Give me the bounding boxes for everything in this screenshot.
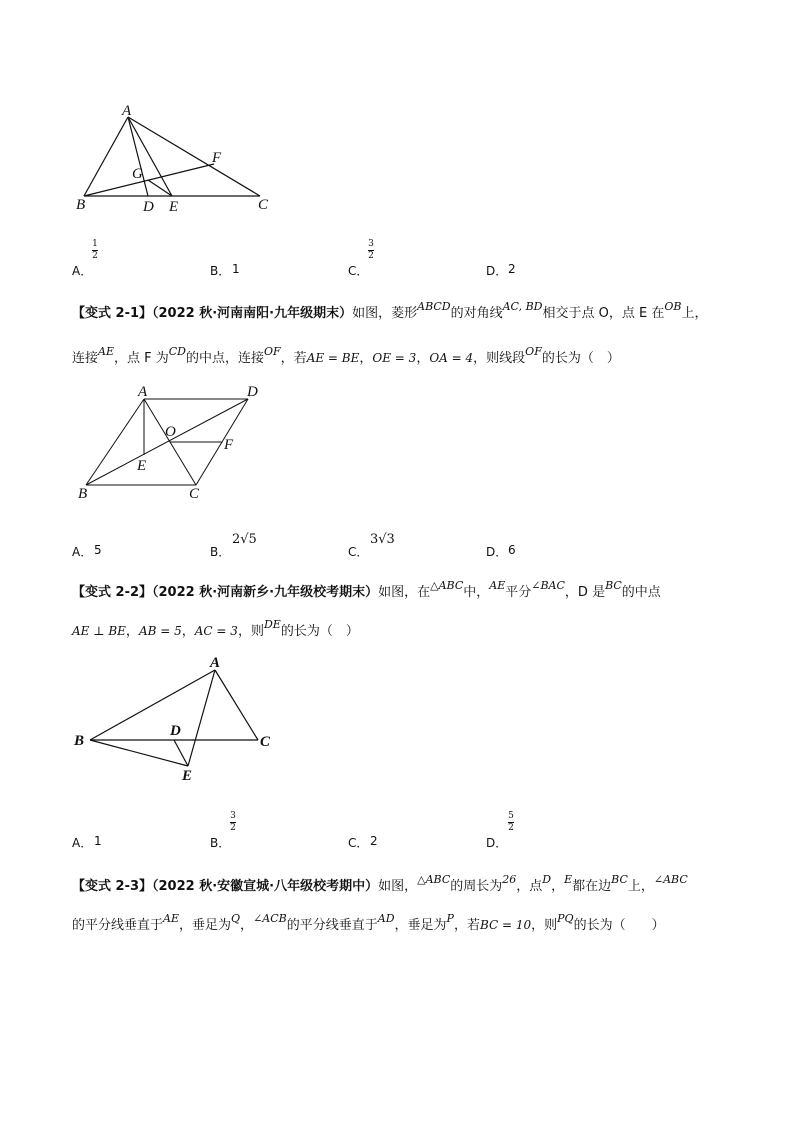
q1-option-c-den: 2 xyxy=(368,251,374,261)
figure-1 xyxy=(70,100,290,215)
q2-option-c-value: 3√3 xyxy=(370,532,395,547)
q4-line-1 xyxy=(72,873,732,898)
q4-math: △ABC xyxy=(417,873,451,886)
q3-text: ，D 是 xyxy=(564,585,606,600)
q1-option-b-value: 1 xyxy=(232,262,240,276)
q4-text: 都在边 xyxy=(572,879,612,894)
q2-text: 如图，菱形 xyxy=(352,306,418,321)
q2-text: 相交于点 O，点 E 在 xyxy=(542,306,665,321)
fig2-label-a: A xyxy=(138,384,148,400)
q4-math: PQ xyxy=(557,912,574,925)
q2-text: ， xyxy=(416,351,430,366)
fig2-label-f: F xyxy=(224,437,234,453)
q4-question xyxy=(72,873,732,937)
q3-math: AE xyxy=(489,579,506,592)
q3-math: BC xyxy=(605,579,622,592)
fig3-label-d: D xyxy=(170,723,181,739)
fig1-label-a: A xyxy=(122,103,132,119)
q2-text: 上， xyxy=(681,306,708,321)
fig2-label-e: E xyxy=(137,458,147,474)
q3-text: 中， xyxy=(463,585,490,600)
q2-math: OF xyxy=(264,345,281,358)
figure-3 xyxy=(70,652,290,782)
q3-text: 如图，在 xyxy=(378,585,431,600)
q2-text: ，则线段 xyxy=(473,351,526,366)
q2-math: OB xyxy=(664,300,682,313)
q1-option-c-fraction xyxy=(368,240,374,261)
q1-option-c-num: 3 xyxy=(368,239,374,249)
q2-text: ，点 F 为 xyxy=(114,351,169,366)
q3-option-b-fraction xyxy=(230,812,236,833)
figure-1-svg xyxy=(70,100,290,215)
fig3-label-e: E xyxy=(182,768,193,782)
q2-math: CD xyxy=(168,345,186,358)
q3-option-c-label: C． xyxy=(348,836,369,850)
q4-text: ， xyxy=(551,879,565,894)
fig1-label-c: C xyxy=(258,197,269,213)
q4-source: （2022 秋·安徽宣城·八年级校考期中） xyxy=(152,879,379,894)
fig1-label-f: F xyxy=(212,150,222,166)
fig1-label-b: B xyxy=(76,197,86,213)
q4-math: AD xyxy=(377,912,395,925)
q4-text: 的平分线垂直于 xyxy=(286,918,378,933)
q3-math: AC = 3 xyxy=(194,624,238,638)
q2-option-c-label: C． xyxy=(348,545,369,559)
q3-math: AE ⊥ BE xyxy=(72,624,126,638)
q4-tag: 【变式 2-3】 xyxy=(72,879,153,894)
fig3-label-a: A xyxy=(210,655,221,671)
q4-text: ， xyxy=(240,918,254,933)
q4-math: E xyxy=(564,873,573,886)
fig1-label-d: D xyxy=(143,199,154,215)
q2-math: OA = 4 xyxy=(429,351,474,365)
q2-line-2 xyxy=(72,347,732,370)
q4-math: BC xyxy=(611,873,628,886)
q2-text: ，若 xyxy=(280,351,307,366)
q1-option-d-value: 2 xyxy=(508,262,516,276)
figure-2-svg xyxy=(72,378,282,503)
q3-text: 的长为（ ） xyxy=(280,624,359,639)
q4-math: Q xyxy=(231,912,241,925)
fig2-label-o: O xyxy=(165,424,176,440)
q2-option-a-value: 5 xyxy=(94,543,102,557)
q2-math: ABCD xyxy=(417,300,451,313)
fig1-label-e: E xyxy=(169,199,179,215)
q4-text: 的周长为 xyxy=(450,879,503,894)
q4-text: 的长为（ ） xyxy=(573,918,665,933)
q3-option-d-fraction xyxy=(508,812,514,833)
q2-tag: 【变式 2-1】 xyxy=(72,306,153,321)
q2-math: AE = BE xyxy=(306,351,360,365)
q3-text: ， xyxy=(181,624,195,639)
q4-text: ，若 xyxy=(453,918,480,933)
q3-option-a-label: A． xyxy=(72,836,93,850)
q2-line-1 xyxy=(72,300,732,325)
q4-text: ，垂足为 xyxy=(394,918,447,933)
q1-option-a-fraction xyxy=(92,240,98,261)
q2-math: AE xyxy=(98,345,114,358)
q3-text: 平分 xyxy=(505,585,532,600)
q4-math: 26 xyxy=(502,873,517,886)
q3-text: ， xyxy=(125,624,139,639)
fig3-label-c: C xyxy=(260,734,271,750)
q2-math: OF xyxy=(525,345,542,358)
q3-math: △ABC xyxy=(430,579,464,592)
q3-option-d-num: 5 xyxy=(508,811,514,821)
q3-text: ，则 xyxy=(237,624,264,639)
q2-question xyxy=(72,300,732,370)
q4-math: AE xyxy=(163,912,179,925)
q4-text: 的平分线垂直于 xyxy=(72,918,164,933)
q1-option-a-num: 1 xyxy=(92,239,98,249)
fig2-label-b: B xyxy=(78,486,88,502)
q4-text: 上， xyxy=(627,879,654,894)
q3-source: （2022 秋·河南新乡·九年级校考期末） xyxy=(152,585,379,600)
q2-option-a-label: A． xyxy=(72,545,93,559)
q2-source: （2022 秋·河南南阳·九年级期末） xyxy=(152,306,353,321)
q4-math: D xyxy=(542,873,552,886)
q1-option-a-den: 2 xyxy=(92,251,98,261)
q3-question xyxy=(72,579,732,643)
q2-option-b-label: B． xyxy=(210,545,231,559)
q3-option-a-value: 1 xyxy=(94,834,102,848)
q4-math: P xyxy=(446,912,454,925)
q3-option-d-label: D． xyxy=(486,836,508,850)
q3-option-b-label: B． xyxy=(210,836,231,850)
q3-option-d-den: 2 xyxy=(508,823,514,833)
fig2-label-d: D xyxy=(247,384,258,400)
q4-line-2 xyxy=(72,914,732,937)
q1-option-b-label: B． xyxy=(210,264,231,278)
q2-option-d-label: D． xyxy=(486,545,508,559)
q4-text: ，点 xyxy=(516,879,543,894)
fig1-label-g: G xyxy=(132,166,143,182)
q2-math: AC, BD xyxy=(502,300,543,313)
q1-option-c-label: C． xyxy=(348,264,369,278)
q1-option-a-label: A． xyxy=(72,264,93,278)
q4-text: ，则 xyxy=(531,918,558,933)
fig2-label-c: C xyxy=(189,486,200,502)
q4-text: 如图， xyxy=(378,879,418,894)
q2-text: 的中点，连接 xyxy=(186,351,265,366)
q4-text: ，垂足为 xyxy=(179,918,232,933)
q2-text: ， xyxy=(359,351,373,366)
q3-option-b-num: 3 xyxy=(230,811,236,821)
fig3-label-b: B xyxy=(74,733,85,749)
q4-math: ∠ACB xyxy=(253,912,287,925)
q2-option-b-value: 2√5 xyxy=(232,532,257,547)
q2-text: 的长为（ ） xyxy=(541,351,620,366)
q4-math: BC = 10 xyxy=(479,918,532,932)
q2-math: OE = 3 xyxy=(372,351,417,365)
q3-text: 的中点 xyxy=(621,585,661,600)
q3-option-b-den: 2 xyxy=(230,823,236,833)
q3-math: ∠BAC xyxy=(531,579,565,592)
q3-line-1 xyxy=(72,579,732,604)
q3-math: DE xyxy=(263,618,281,631)
q3-line-2 xyxy=(72,620,732,643)
q3-option-c-value: 2 xyxy=(370,834,378,848)
q2-text: 的对角线 xyxy=(450,306,503,321)
q2-text: 连接 xyxy=(72,351,99,366)
figure-2 xyxy=(72,378,282,503)
figure-3-svg xyxy=(70,652,290,782)
q3-math: AB = 5 xyxy=(138,624,182,638)
q3-tag: 【变式 2-2】 xyxy=(72,585,153,600)
q4-math: ∠ABC xyxy=(653,873,688,886)
q2-option-d-value: 6 xyxy=(508,543,516,557)
q1-option-d-label: D． xyxy=(486,264,508,278)
